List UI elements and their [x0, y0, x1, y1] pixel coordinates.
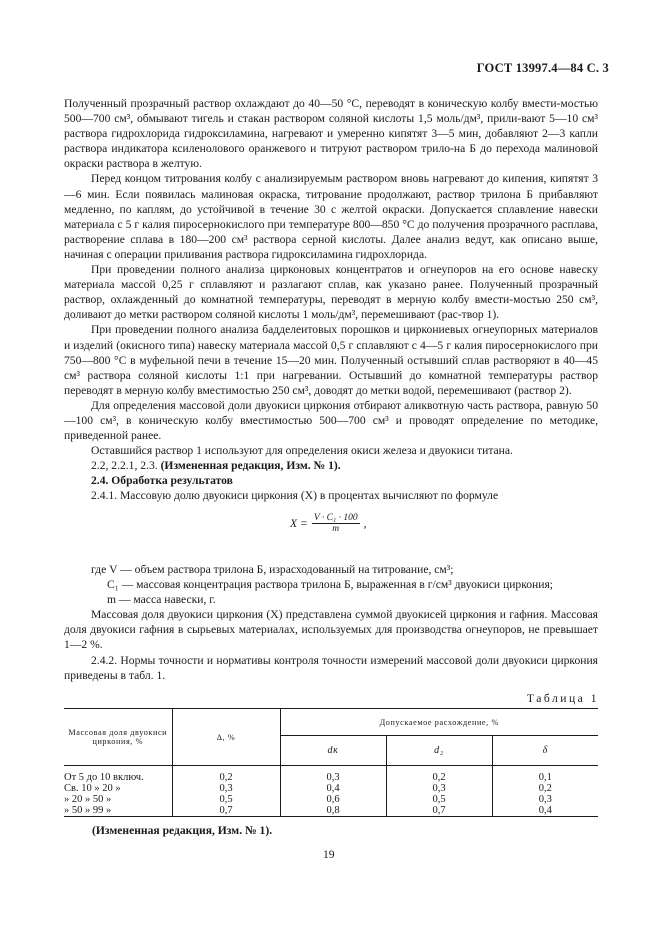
table-row [64, 766, 598, 784]
table-cell: От 5 до 10 включ. [64, 772, 144, 783]
table-cell: 0,4 [280, 783, 386, 794]
body-text-2 [64, 562, 598, 683]
table-cell: 0,1 [492, 766, 598, 784]
page-header: ГОСТ 13997.4—84 С. 3 [476, 61, 609, 75]
legend-line: m — масса навески, г. [107, 593, 216, 607]
paragraph: 2.4.2. Нормы точности и нормативы контроля точности измерений массовой доли двуокиси циркония приведены в табл. 1. [64, 653, 598, 682]
table-cell: 0,2 [172, 766, 280, 784]
paragraph: При проведении полного анализа цирконовых концентратов и огнеупоров на его основе навеску материала массой 0,25 г сплавляют и разлагают сплав, как указано ранее. Полученный прозрачный раствор, охлажденный до комнатной температуры, переводят в мерную колбу вмести-мостью 250 см³, доливают до метки раствором соляной кислоты 1 моль/дм³, перемешивают (рас-твор 1). [64, 263, 598, 322]
table-cell: 0,8 [280, 805, 386, 817]
paragraph: Массовая доля двуокиси циркония (X) представлена суммой двуокисей циркония и гафния. Массовая доля двуокиси гафния в сырьевых материалах, используемых для производства огнеупоров, не превышает 1—2 %. [64, 608, 598, 652]
formula-fraction [312, 513, 360, 534]
table-cell: 0,4 [492, 805, 598, 817]
section-heading: 2.4. Обработка результатов [91, 474, 233, 488]
table-cell: » 20 » 50 » [64, 794, 112, 805]
column-header: dк [280, 736, 386, 766]
table-row [64, 805, 598, 817]
column-header: d₂ [386, 736, 492, 766]
page-number: 19 [323, 848, 335, 861]
paragraph: Оставшийся раствор 1 используют для определения окиси железа и двуокиси титана. [91, 444, 513, 458]
amendment-note [64, 458, 598, 473]
column-header: δ [492, 736, 598, 766]
formula-numerator: V · C₁ · 100 [313, 513, 358, 523]
table-row [64, 783, 598, 794]
table-cell: 0,7 [386, 805, 492, 817]
data-table [64, 708, 598, 817]
table-cell: Св. 10 » 20 » [64, 783, 121, 794]
table-cell: 0,6 [280, 794, 386, 805]
legend-line: C₁ — массовая концентрация раствора трилона Б, выраженная в г/см³ двуокиси циркония; [107, 578, 554, 592]
paragraph: Полученный прозрачный раствор охлаждают до 40—50 °С, переводят в коническую колбу вмести-мостью 500—700 см³, обмывают тигель и стакан раствором соляной кислоты 1,5 моль/дм³, прили-вают 5—10 см³ раствора гидрохлорида гидроксиламина, нагревают и умеренно кипятят 3—5 мин, добавляют 2—3 капли раствора индикатора ксиленолового оранжевого и титруют раствором трило-на Б до перехода малиновой окраски раствора в желтую. [64, 97, 598, 171]
legend-line: где V — объем раствора трилона Б, израсходованный на титрование, см³; [91, 563, 454, 576]
amendment-ref: 2.2, 2.2.1, 2.3. [91, 459, 161, 473]
table-row [64, 794, 598, 805]
table-cell: 0,7 [172, 805, 280, 817]
paragraph: 2.4.1. Массовую долю двуокиси циркония (X) в процентах вычисляют по формуле [91, 489, 499, 503]
table-cell: 0,2 [492, 783, 598, 794]
paragraph: Перед концом титрования колбу с анализируемым раствором вновь нагревают до кипения, кипятят 3—6 мин. Если появилась малиновая окраска, титрование продолжают, раствор трилона Б прибавляют медленно, по каплям, до устойчивой в течение 30 с желтой окраски. Допускается сплавление навески материала с 5 г калия пиросернокислого при температуре 800—850 °С до получения прозрачного расплава, растворение сплава в 180—200 см³ раствора серной кислоты. Далее анализ ведут, как описано выше, начиная с операции приливания раствора гидроксиламина гидрохлорида. [64, 172, 598, 261]
table-cell: 0,3 [172, 783, 280, 794]
table-cell: 0,3 [386, 783, 492, 794]
amendment-footnote: (Измененная редакция, Изм. № 1). [92, 824, 273, 837]
formula-denominator: m [332, 524, 340, 534]
paragraph: При проведении полного анализа бадделеитовых порошков и циркониевых огнеупорных материалов и изделий (окисного типа) навеску материала массой 0,5 г сплавляют с 4—5 г калия пиросернокислого при 750—800 °С в муфельной печи в течение 15—20 мин. Полученный остывший сплав растворяют в 40—45 см³ раствора соляной кислоты 1:1 при нагревании. Остывший до комнатной температуры раствор переводят в мерную колбу вместимостью 250 см³, доводят до метки водой, перемешивают (раствор 2). [64, 323, 598, 397]
formula [290, 513, 367, 534]
table-cell: 0,5 [386, 794, 492, 805]
table-cell: 0,3 [492, 794, 598, 805]
column-header: Δ, % [172, 709, 280, 766]
amendment-text: (Измененная редакция, Изм. № 1). [160, 459, 341, 473]
formula-lhs: X = [290, 517, 308, 530]
column-group-header: Допускаемое расхождение, % [280, 709, 598, 736]
body-text [64, 96, 598, 504]
table-cell: 0,2 [386, 766, 492, 784]
table-caption: Таблица 1 [526, 692, 599, 705]
table-cell: » 50 » 99 » [64, 805, 172, 817]
table-cell: 0,5 [172, 794, 280, 805]
table-cell: 0,3 [280, 766, 386, 784]
formula-tail: , [363, 517, 367, 530]
paragraph: Для определения массовой доли двуокиси циркония отбирают аликвотную часть раствора, равную 50—100 см³, в коническую колбу вместимостью 500—700 см³ и проводят определение по методике, приведенной ранее. [64, 398, 598, 443]
column-header: Массовая доля двуокиси циркония, % [64, 709, 172, 766]
